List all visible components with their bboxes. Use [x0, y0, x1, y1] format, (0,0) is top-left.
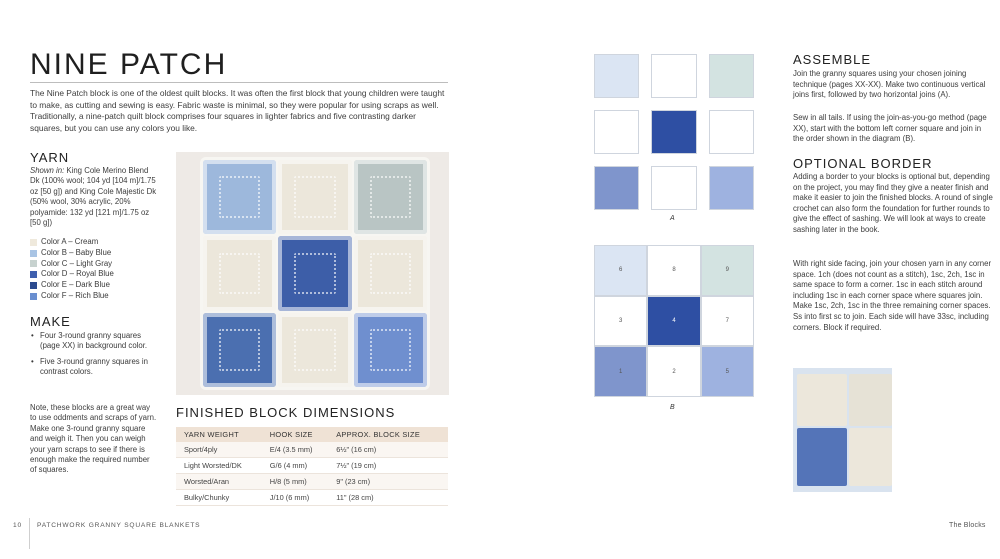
diagram-a-label: A — [670, 215, 675, 222]
diagram-square — [647, 346, 700, 397]
photo-square-cream — [849, 374, 892, 426]
page-title: NINE PATCH — [30, 48, 228, 81]
color-swatch — [30, 282, 37, 289]
join-diagram-b — [594, 245, 754, 397]
photo-block — [200, 157, 430, 390]
granny-square — [203, 160, 276, 234]
diagram-square — [594, 166, 639, 210]
diagram-square — [594, 110, 639, 154]
optional-border-paragraph-2: With right side facing, join your chosen yarn in any corner space. 1ch (does not count as a stitch), 1sc, 2ch, 1sc in same space to form a corner. 1sc in each stitch around including 1sc in each corner space where squares join. Make 1sc, 2ch, 1sc in the three remaining corner spaces. Ss into first sc to join. Each side will have 33sc, including corners. Block if required. — [793, 259, 992, 332]
diagram-square — [709, 54, 754, 98]
table-cell: 7½" (19 cm) — [328, 458, 448, 474]
granny-square — [278, 313, 351, 387]
color-label: Color B – Baby Blue — [41, 247, 112, 257]
intro-paragraph: The Nine Patch block is one of the oldest quilt blocks. It was often the first block that young children were taught to make, as cutting and sewing is easy. Fabric waste is minimal, so they were popular for using scraps as well. Traditionally, a nine-patch quilt block comprises four squares in lighter fabrics and five contrasting darker squares, but you can use any colors you like. — [30, 88, 445, 133]
column-header: YARN WEIGHT — [176, 427, 262, 442]
optional-border-paragraph-1: Adding a border to your blocks is optional but, depending on the project, you may find they give a neater finish and make it easier to join the finished blocks. A round of single crochet can also form the foundation for further rounds to give the effect of sashing. We will look at ways to create sashing later in the book. — [793, 172, 993, 234]
border-detail-photo — [793, 368, 892, 492]
table-header-row — [176, 427, 448, 442]
table-cell: 11" (28 cm) — [328, 490, 448, 506]
yarn-shown-in — [30, 166, 158, 228]
granny-square — [354, 236, 427, 310]
make-item-text: Four 3-round granny squares (page XX) in background color. — [40, 331, 148, 351]
diagram-square — [651, 110, 696, 154]
diagram-square — [709, 110, 754, 154]
granny-square — [354, 160, 427, 234]
table-row — [176, 442, 448, 458]
table-cell: 9" (23 cm) — [328, 474, 448, 490]
color-list — [30, 237, 170, 302]
diagram-square — [709, 166, 754, 210]
granny-square — [203, 313, 276, 387]
diagram-square — [651, 54, 696, 98]
make-heading: MAKE — [30, 314, 71, 329]
color-item — [30, 248, 170, 259]
diagram-square — [651, 166, 696, 210]
diagram-square — [647, 296, 700, 347]
make-list — [30, 331, 154, 383]
page-number: 10 — [13, 522, 22, 529]
shown-in-label: Shown in: — [30, 166, 65, 175]
join-order-number: 2 — [672, 368, 676, 375]
column-header: APPROX. BLOCK SIZE — [328, 427, 448, 442]
granny-square — [278, 236, 351, 310]
join-order-number: 7 — [725, 317, 729, 324]
diagram-square — [594, 296, 647, 347]
bullet: • — [31, 356, 34, 366]
assemble-paragraph-1: Join the granny squares using your chosen joining technique (pages XX-XX). Make two continuous vertical joins first, followed by two horizontal joins (A). — [793, 69, 986, 100]
color-item — [30, 269, 170, 280]
color-swatch — [30, 239, 37, 246]
table-cell: J/10 (6 mm) — [262, 490, 328, 506]
diagram-b-label: B — [670, 404, 675, 411]
diagram-square — [647, 245, 700, 296]
dimensions-heading: FINISHED BLOCK DIMENSIONS — [176, 405, 396, 420]
optional-border-heading: OPTIONAL BORDER — [793, 156, 933, 171]
title-divider — [30, 82, 448, 83]
make-item — [30, 331, 154, 352]
join-diagram-a — [594, 54, 754, 210]
color-swatch — [30, 271, 37, 278]
assemble-paragraph-2: Sew in all tails. If using the join-as-you-go method (page XX), start with the bottom left corner square and join in the order shown in the diagram (B). — [793, 113, 987, 144]
table-row — [176, 490, 448, 506]
assemble-heading: ASSEMBLE — [793, 52, 872, 67]
footer-divider — [29, 518, 30, 549]
join-order-number: 5 — [725, 368, 729, 375]
table-row — [176, 458, 448, 474]
table-cell: Bulky/Chunky — [176, 490, 262, 506]
join-order-number: 4 — [672, 317, 676, 324]
color-swatch — [30, 250, 37, 257]
table-cell: E/4 (3.5 mm) — [262, 442, 328, 458]
diagram-square — [594, 346, 647, 397]
table-cell: Sport/4ply — [176, 442, 262, 458]
color-item — [30, 237, 170, 248]
join-order-number: 8 — [672, 267, 676, 274]
color-label: Color D – Royal Blue — [41, 269, 114, 279]
bullet: • — [31, 331, 34, 340]
diagram-square — [701, 296, 754, 347]
table-cell: Light Worsted/DK — [176, 458, 262, 474]
diagram-square — [701, 245, 754, 296]
table-cell: G/6 (4 mm) — [262, 458, 328, 474]
dimensions-table — [176, 427, 448, 506]
make-item-text: Five 3-round granny squares in contrast colors. — [40, 356, 148, 377]
table-cell: Worsted/Aran — [176, 474, 262, 490]
yarn-heading: YARN — [30, 150, 70, 165]
photo-square-cream — [797, 374, 847, 426]
granny-square — [278, 160, 351, 234]
table-cell: 6½" (16 cm) — [328, 442, 448, 458]
color-label: Color A – Cream — [41, 237, 99, 246]
diagram-square — [594, 54, 639, 98]
granny-square — [203, 236, 276, 310]
color-label: Color C – Light Gray — [41, 258, 113, 268]
join-order-number: 6 — [618, 267, 623, 274]
shown-in-text: King Cole Merino Blend Dk (100% wool; 104 yd [104 m]/1.75 oz [50 g]) and King Cole Majestic Dk (50% wool, 30% acrylic, 20% polyamide: 132 yd [121 m]/1.75 oz [50 g]) — [30, 166, 157, 228]
photo-square-blue — [797, 428, 847, 486]
join-order-number: 3 — [618, 317, 623, 324]
diagram-square — [701, 346, 754, 397]
make-item — [30, 357, 154, 378]
color-item — [30, 280, 170, 291]
color-item — [30, 259, 170, 270]
join-order-number: 1 — [618, 368, 623, 375]
note-paragraph: Note, these blocks are a great way to use oddments and scraps of yarn. Make one 3-round granny square and weigh it. Then you can weigh your yarn scraps to see if there is enough make the required number of squares. — [30, 403, 157, 475]
book-title: PATCHWORK GRANNY SQUARE BLANKETS — [37, 522, 201, 529]
color-swatch — [30, 293, 37, 300]
section-name: The Blocks — [949, 522, 986, 529]
column-header: HOOK SIZE — [262, 427, 328, 442]
table-row — [176, 474, 448, 490]
table-cell: H/8 (5 mm) — [262, 474, 328, 490]
granny-square — [354, 313, 427, 387]
nine-patch-photo — [176, 152, 449, 395]
diagram-square — [594, 245, 647, 296]
color-item — [30, 291, 170, 302]
join-order-number: 9 — [725, 267, 729, 274]
color-swatch — [30, 260, 37, 267]
color-label: Color F – Rich Blue — [41, 290, 109, 300]
color-label: Color E – Dark Blue — [41, 280, 110, 290]
photo-square-cream — [849, 428, 892, 486]
